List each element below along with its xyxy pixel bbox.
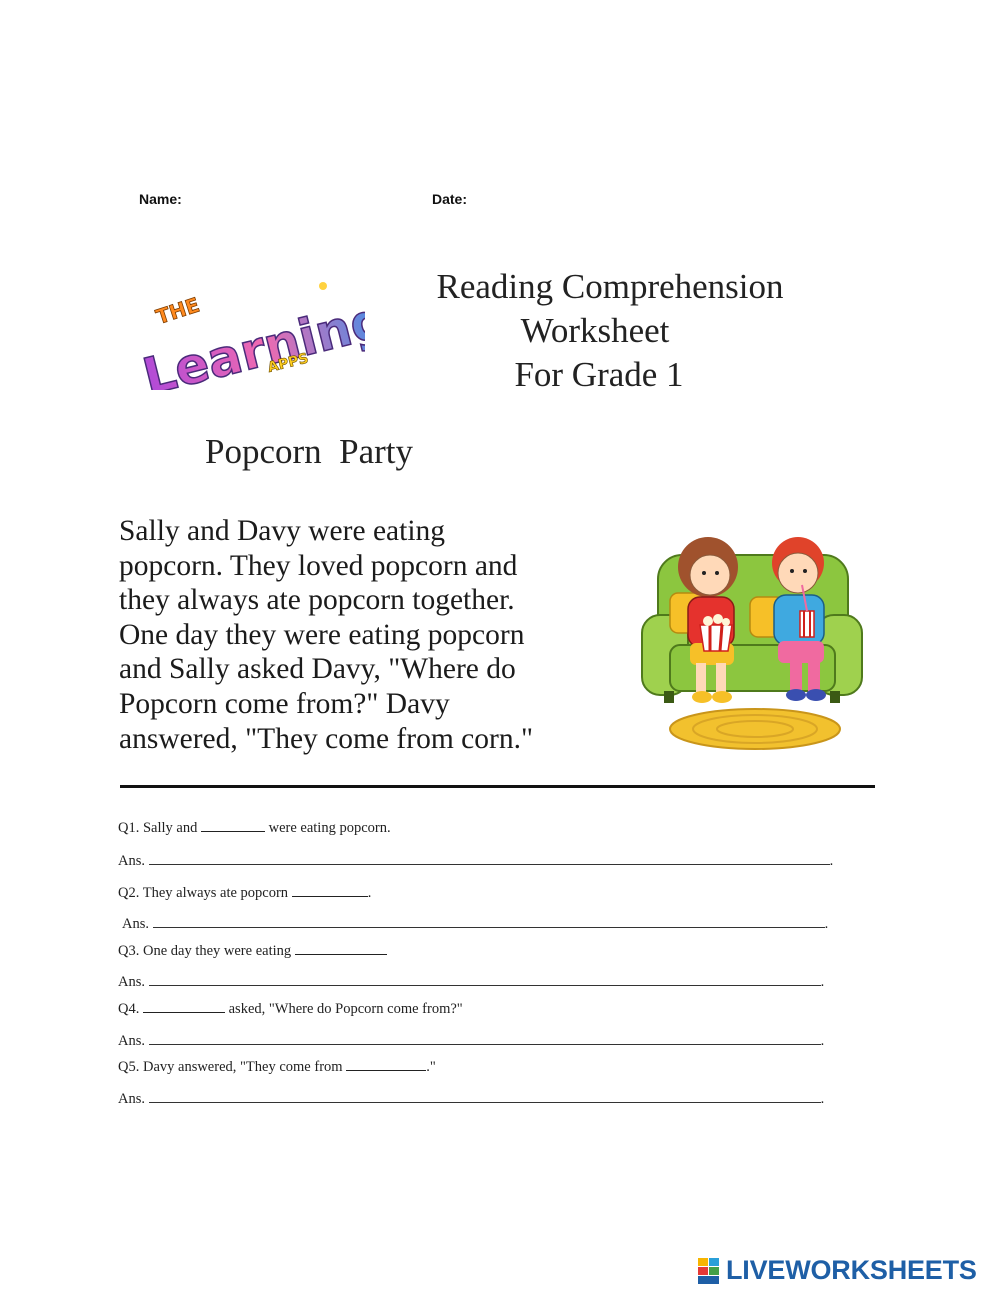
heading-line-1: Reading Comprehension <box>436 267 784 306</box>
heading-line-2: Worksheet <box>520 311 670 350</box>
illustration-graphic <box>640 515 865 755</box>
question-4: Q4. asked, "Where do Popcorn come from?" <box>118 1001 463 1017</box>
answer-1: Ans. . <box>118 853 834 869</box>
story-line: they always ate popcorn together. <box>119 584 515 617</box>
question-5: Q5. Davy answered, "They come from ." <box>118 1059 436 1075</box>
story-text <box>119 514 629 756</box>
name-label: Name: <box>139 191 182 207</box>
answer-4-line[interactable] <box>149 1032 821 1045</box>
story-line: answered, "They come from corn." <box>119 722 533 755</box>
story-line: Popcorn come from?" Davy <box>119 687 450 720</box>
svg-text:APPS: APPS <box>266 350 311 377</box>
story-line: popcorn. They loved popcorn and <box>119 549 518 582</box>
fill-blank <box>143 1001 225 1013</box>
liveworksheets-brand[interactable]: LIVEWORKSHEETS <box>726 1255 977 1285</box>
answer-3-line[interactable] <box>149 973 821 986</box>
learning-apps-logo <box>135 262 365 390</box>
answer-5: Ans. . <box>118 1091 825 1107</box>
date-label: Date: <box>432 191 468 207</box>
answer-2: Ans. . <box>122 916 829 932</box>
liveworksheets-logo-icon <box>698 1258 720 1284</box>
answer-1-line[interactable] <box>149 852 830 865</box>
question-3: Q3. One day they were eating <box>118 943 387 960</box>
question-2: Q2. They always ate popcorn . <box>118 885 372 901</box>
fill-blank <box>201 820 265 832</box>
svg-text:Learning: Learning <box>137 289 365 390</box>
fill-blank <box>292 885 368 897</box>
answer-2-line[interactable] <box>153 915 825 928</box>
story-line: and Sally asked Davy, "Where do <box>119 653 516 686</box>
logo-graphic <box>135 262 365 390</box>
answer-3: Ans. . <box>118 974 825 990</box>
heading-line-3: For Grade 1 <box>514 355 684 394</box>
story-line: One day they were eating popcorn <box>119 618 525 651</box>
answer-4: Ans. . <box>118 1033 825 1049</box>
story-title: Popcorn Party <box>205 432 414 471</box>
answer-5-line[interactable] <box>149 1090 821 1103</box>
fill-blank <box>346 1059 426 1071</box>
story-line: Sally and Davy were eating <box>119 515 446 547</box>
fill-blank <box>295 943 387 955</box>
svg-text:THE: THE <box>153 292 203 329</box>
section-divider <box>120 785 875 788</box>
question-1: Q1. Sally and were eating popcorn. <box>118 820 391 836</box>
kids-on-sofa-illustration <box>640 515 865 755</box>
